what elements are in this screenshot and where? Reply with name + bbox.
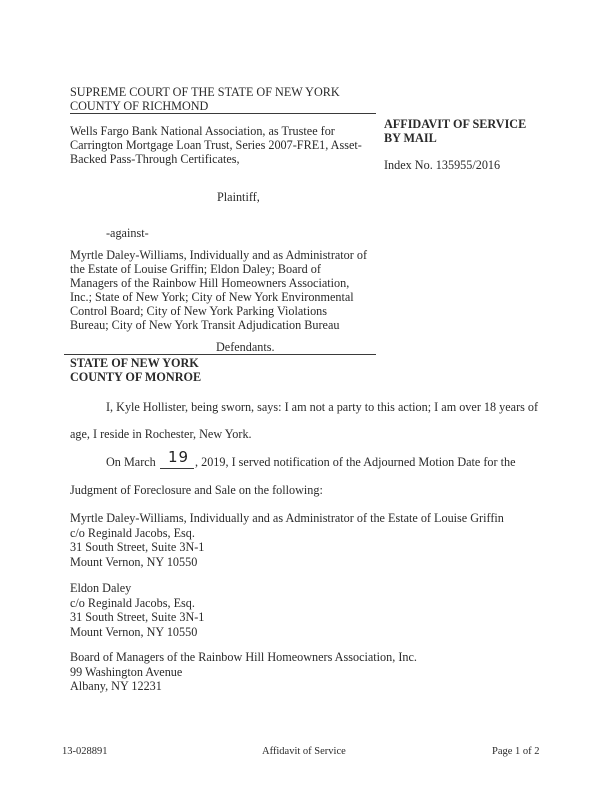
court-county: COUNTY OF RICHMOND <box>70 99 209 113</box>
recipient-3 <box>70 650 550 694</box>
body-para1-line1: I, Kyle Hollister, being sworn, says: I am not a party to this action; I am over 18 years of <box>106 400 539 414</box>
plaintiff-line-2: Carrington Mortgage Loan Trust, Series 2007-FRE1, Asset- <box>70 138 362 152</box>
defendant-line-4: Inc.; State of New York; City of New York Environmental <box>70 290 354 304</box>
against-label: -against- <box>106 226 149 240</box>
plaintiff-label: Plaintiff, <box>217 190 260 204</box>
recipient-3-line-3: Albany, NY 12231 <box>70 679 162 694</box>
defendant-line-1: Myrtle Daley-Williams, Individually and as Administrator of <box>70 248 368 262</box>
index-number: Index No. 135955/2016 <box>384 158 501 172</box>
recipient-1 <box>70 511 550 569</box>
defendant-line-5: Control Board; City of New York Parking Violations <box>70 304 328 318</box>
footer-page-number: Page 1 of 2 <box>492 746 540 757</box>
venue-state: STATE OF NEW YORK <box>70 356 199 370</box>
defendant-line-3: Managers of the Rainbow Hill Homeowners Association, <box>70 276 350 290</box>
handwritten-day: 19 <box>168 448 190 466</box>
recipient-1-line-1: Myrtle Daley-Williams, Individually and as Administrator of the Estate of Louise Griffin <box>70 511 504 525</box>
recipient-1-line-4: Mount Vernon, NY 10550 <box>70 554 198 569</box>
recipient-2-line-2: c/o Reginald Jacobs, Esq. <box>70 595 195 610</box>
body-para1-line2: age, I reside in Rochester, New York. <box>70 427 252 441</box>
recipient-1-line-2: c/o Reginald Jacobs, Esq. <box>70 525 195 540</box>
recipient-2 <box>70 581 550 639</box>
affidavit-subtitle: BY MAIL <box>384 131 437 145</box>
footer-file-number: 13-028891 <box>62 746 108 757</box>
footer-title: Affidavit of Service <box>262 746 346 757</box>
recipient-1-line-3: 31 South Street, Suite 3N-1 <box>70 540 205 555</box>
recipient-2-line-3: 31 South Street, Suite 3N-1 <box>70 610 205 625</box>
recipient-3-line-2: 99 Washington Avenue <box>70 664 183 679</box>
plaintiff-line-1: Wells Fargo Bank National Association, as Trustee for <box>70 124 335 138</box>
defendant-line-6: Bureau; City of New York Transit Adjudication Bureau <box>70 318 340 332</box>
defendant-line-2: the Estate of Louise Griffin; Eldon Daley; Board of <box>70 262 321 276</box>
caption-rule-bottom <box>64 354 376 355</box>
date-blank-line <box>160 468 194 469</box>
body-para2-suffix: , 2019, I served notification of the Adjourned Motion Date for the <box>195 455 516 469</box>
court-name: SUPREME COURT OF THE STATE OF NEW YORK <box>70 85 340 99</box>
caption-rule-top <box>70 113 376 114</box>
body-para2-line2: Judgment of Foreclosure and Sale on the following: <box>70 483 323 497</box>
body-para2-prefix: On March <box>106 455 156 469</box>
recipient-2-line-4: Mount Vernon, NY 10550 <box>70 624 198 639</box>
recipient-3-line-1: Board of Managers of the Rainbow Hill Homeowners Association, Inc. <box>70 650 417 664</box>
plaintiff-line-3: Backed Pass-Through Certificates, <box>70 152 240 166</box>
affidavit-title: AFFIDAVIT OF SERVICE <box>384 117 527 131</box>
venue-county: COUNTY OF MONROE <box>70 370 202 384</box>
defendants-label: Defendants. <box>216 340 275 354</box>
recipient-2-line-1: Eldon Daley <box>70 581 132 595</box>
